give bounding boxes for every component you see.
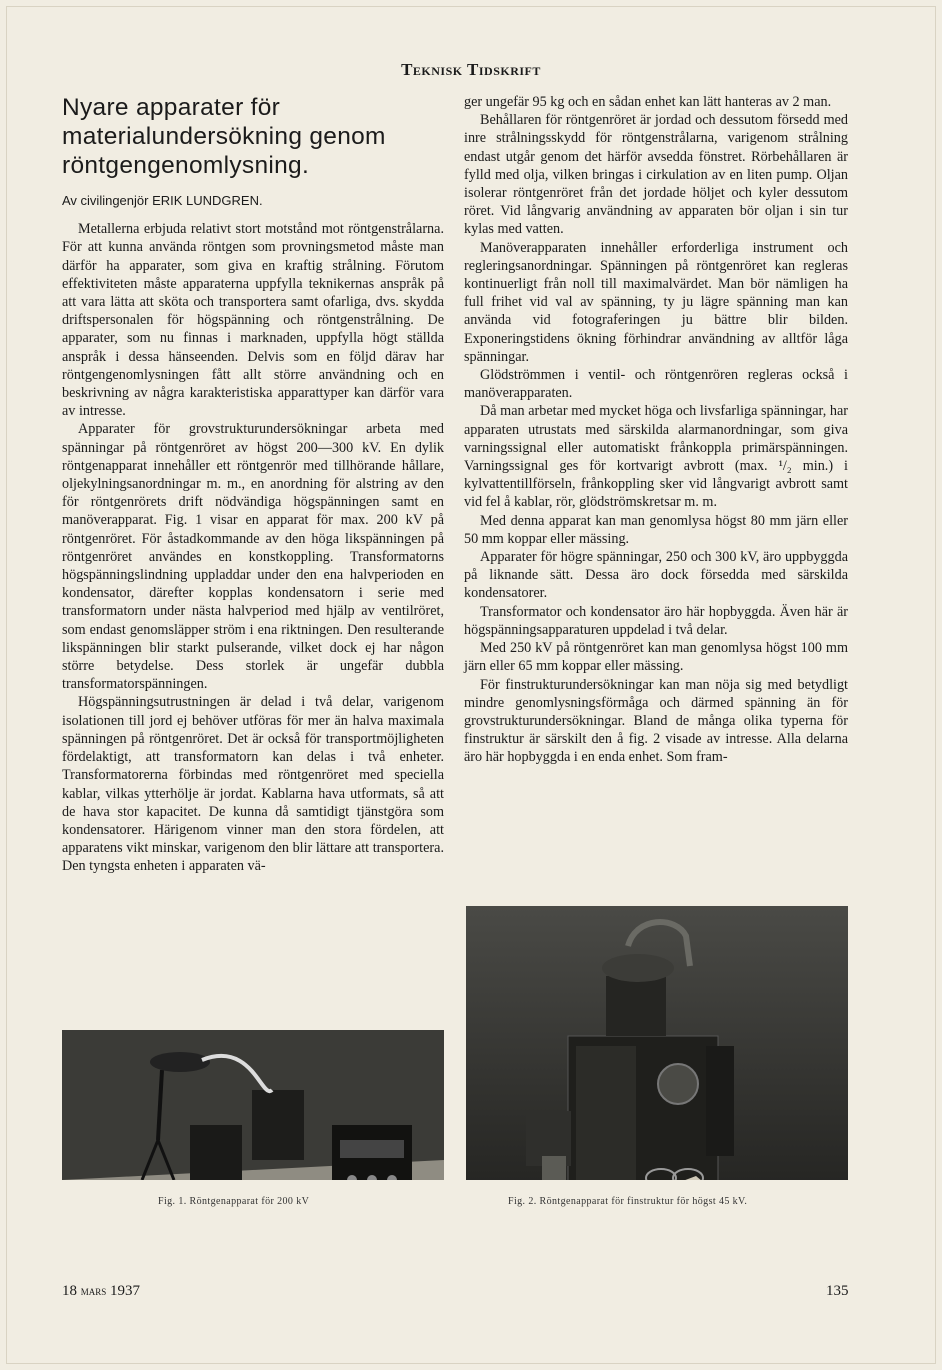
paragraph: Med 250 kV på röntgenröret kan man genomlysa högst 100 mm järn eller 65 mm koppar eller mässing.	[464, 640, 848, 675]
figure-2-photo	[466, 906, 848, 1180]
paragraph: Behållaren för röntgenröret är jordad och dessutom försedd med inre strålningsskydd för röntgenstrålarna, varigenom strålning endast utgår genom det härför avsedda fönstret. Rörbehållaren är fylld med olja, vilken bringas i cirkulation av en liten pump. Oljan isolerar röntgenröret från det jordade höljet och kyler dessutom röret. Vid långvarig användning av apparaten bör oljan i sin tur kylas med vatten.	[464, 112, 848, 238]
article-byline: Av civilingenjör ERIK LUNDGREN.	[62, 193, 263, 208]
paragraph: Glödströmmen i ventil- och röntgenrören regleras också i manöverapparaten.	[464, 367, 848, 402]
figure-2-caption: Fig. 2. Röntgenapparat för finstruktur för högst 45 kV.	[508, 1196, 748, 1207]
figure-1-caption: Fig. 1. Röntgenapparat för 200 kV	[158, 1196, 310, 1207]
right-column	[464, 93, 848, 767]
paragraph: Då man arbetar med mycket höga och livsfarliga spänningar, har apparaten utrustats med särskilda alarmanordningar, som giva varningssignal eller automatiskt frånkoppla primärspänningen. Varningssignal ges för kortvarigt avbrott (max. ¹/₂ min.) i kylvattentillförseln, frånkoppling sker vid långvarigt avbrott samt vid fel å kablar, rör, glödströmskretsar m. m.	[464, 403, 848, 511]
page-number: 135	[826, 1283, 849, 1299]
journal-masthead: Teknisk Tidskrift	[401, 60, 541, 79]
issue-year: 1937	[110, 1283, 141, 1299]
paragraph: Apparater för högre spänningar, 250 och 300 kV, äro uppbyggda på liknande sätt. Dessa äro dock försedda med särskilda kondensatorer.	[464, 549, 848, 602]
figure-1-photo	[62, 1030, 444, 1180]
paragraph: Apparater för grovstrukturundersökningar arbeta med spänningar på röntgenröret av högst 200—300 kV. En dylik röntgenapparat innehåller ett röntgenrör med tillhörande hållare, oljekylningsanordningar m. m., en anordning för alstring av den för röntgenrörets drift nödvändiga högspänningen samt en manöverapparat. Fig. 1 visar en apparat för max. 200 kV på röntgenröret. För åstadkommande av den höga likspänningen på röntgenröret användes en konstkoppling. Transformatorns högspänningslindning uppladdar under den ena halvperioden en kondensator, därefter kopplas kondensatorn i serie med transformatorn under nästa halvperiod med hjälp av ventilröret, som endast genomsläpper ström i ena riktningen. Den resulterande likspänningen blir starkt pulserande, vilket dock ej har någon större betydelse. Dess storlek är ungefär dubbla transformatorspänningen.	[62, 421, 444, 693]
paragraph: För finstrukturundersökningar kan man nöja sig med betydligt mindre genomlysningsförmåga och därmed spänning än för grovstrukturundersökningar. Bland de många olika typerna för finstruktur är särskilt den å fig. 2 visade av intresse. Alla delarna äro här hopbyggda i en enda enhet. Som fram-	[464, 676, 848, 766]
issue-day: 18	[62, 1283, 77, 1299]
paragraph: Manöverapparaten innehåller erforderliga instrument och regleringsanordningar. Spänningen på röntgenröret kan regleras kontinuerligt från noll till maximalvärdet. Man bör nämligen ha full frihet vid val av spänning, ty ju lägre spänning man kan använda vid fotograferingen ju bättre blir bilden. Exponeringstidens ökning förhindrar användning av alltför låga spänningar.	[464, 239, 848, 365]
issue-date	[62, 1283, 140, 1300]
paragraph: ger ungefär 95 kg och en sådan enhet kan lätt hanteras av 2 man.	[464, 94, 832, 110]
left-column	[62, 93, 444, 876]
paragraph: Metallerna erbjuda relativt stort motstånd mot röntgenstrålarna. För att kunna använda röntgen som provningsmetod måste man därför ha apparater, som giva en kraftig strålning. Förutom effektiviteten måste apparaterna uppfylla teknikernas anspråk på att vara lätta att sköta och transportera samt ofarliga, dvs. skydda driftspersonalen för högspänning och röntgenstrålning. De apparater, som nu finnas i marknaden, uppfylla högt ställda anspråk i dessa hänseenden. Delvis som en följd därav har röntgengenomlysningen fått allt större användning och en beskrivning av några karakteristiska apparattyper kan därför vara av intresse.	[62, 221, 444, 420]
article-title: Nyare apparater för materialundersökning genom röntgengenomlysning.	[62, 94, 386, 179]
issue-month: mars	[80, 1283, 107, 1298]
paragraph: Transformator och kondensator äro här hopbyggda. Även här är högspänningsapparaturen uppdelad i två delar.	[464, 603, 848, 638]
paragraph: Högspänningsutrustningen är delad i två delar, varigenom isolationen till jord ej behöver utföras för mer än halva maximala spänningen på röntgenröret. Det är också för transportmöjligheten fördelaktigt, att transformatorn kan delas i två enheter. Transformatorerna förbindas med röntgenröret med speciella kablar, vilkas ytterhölje är jordat. Kablarna hava utformats, så att de hava stor kapacitet. De kunna då samtidigt tjänstgöra som kondensatorer. Härigenom vinner man den stora fördelen, att apparatens vikt minskar, varigenom den blir lättare att transportera. Den tyngsta enheten i apparaten vä-	[62, 694, 444, 875]
paragraph: Med denna apparat kan man genomlysa högst 80 mm järn eller 50 mm koppar eller mässing.	[464, 512, 848, 547]
